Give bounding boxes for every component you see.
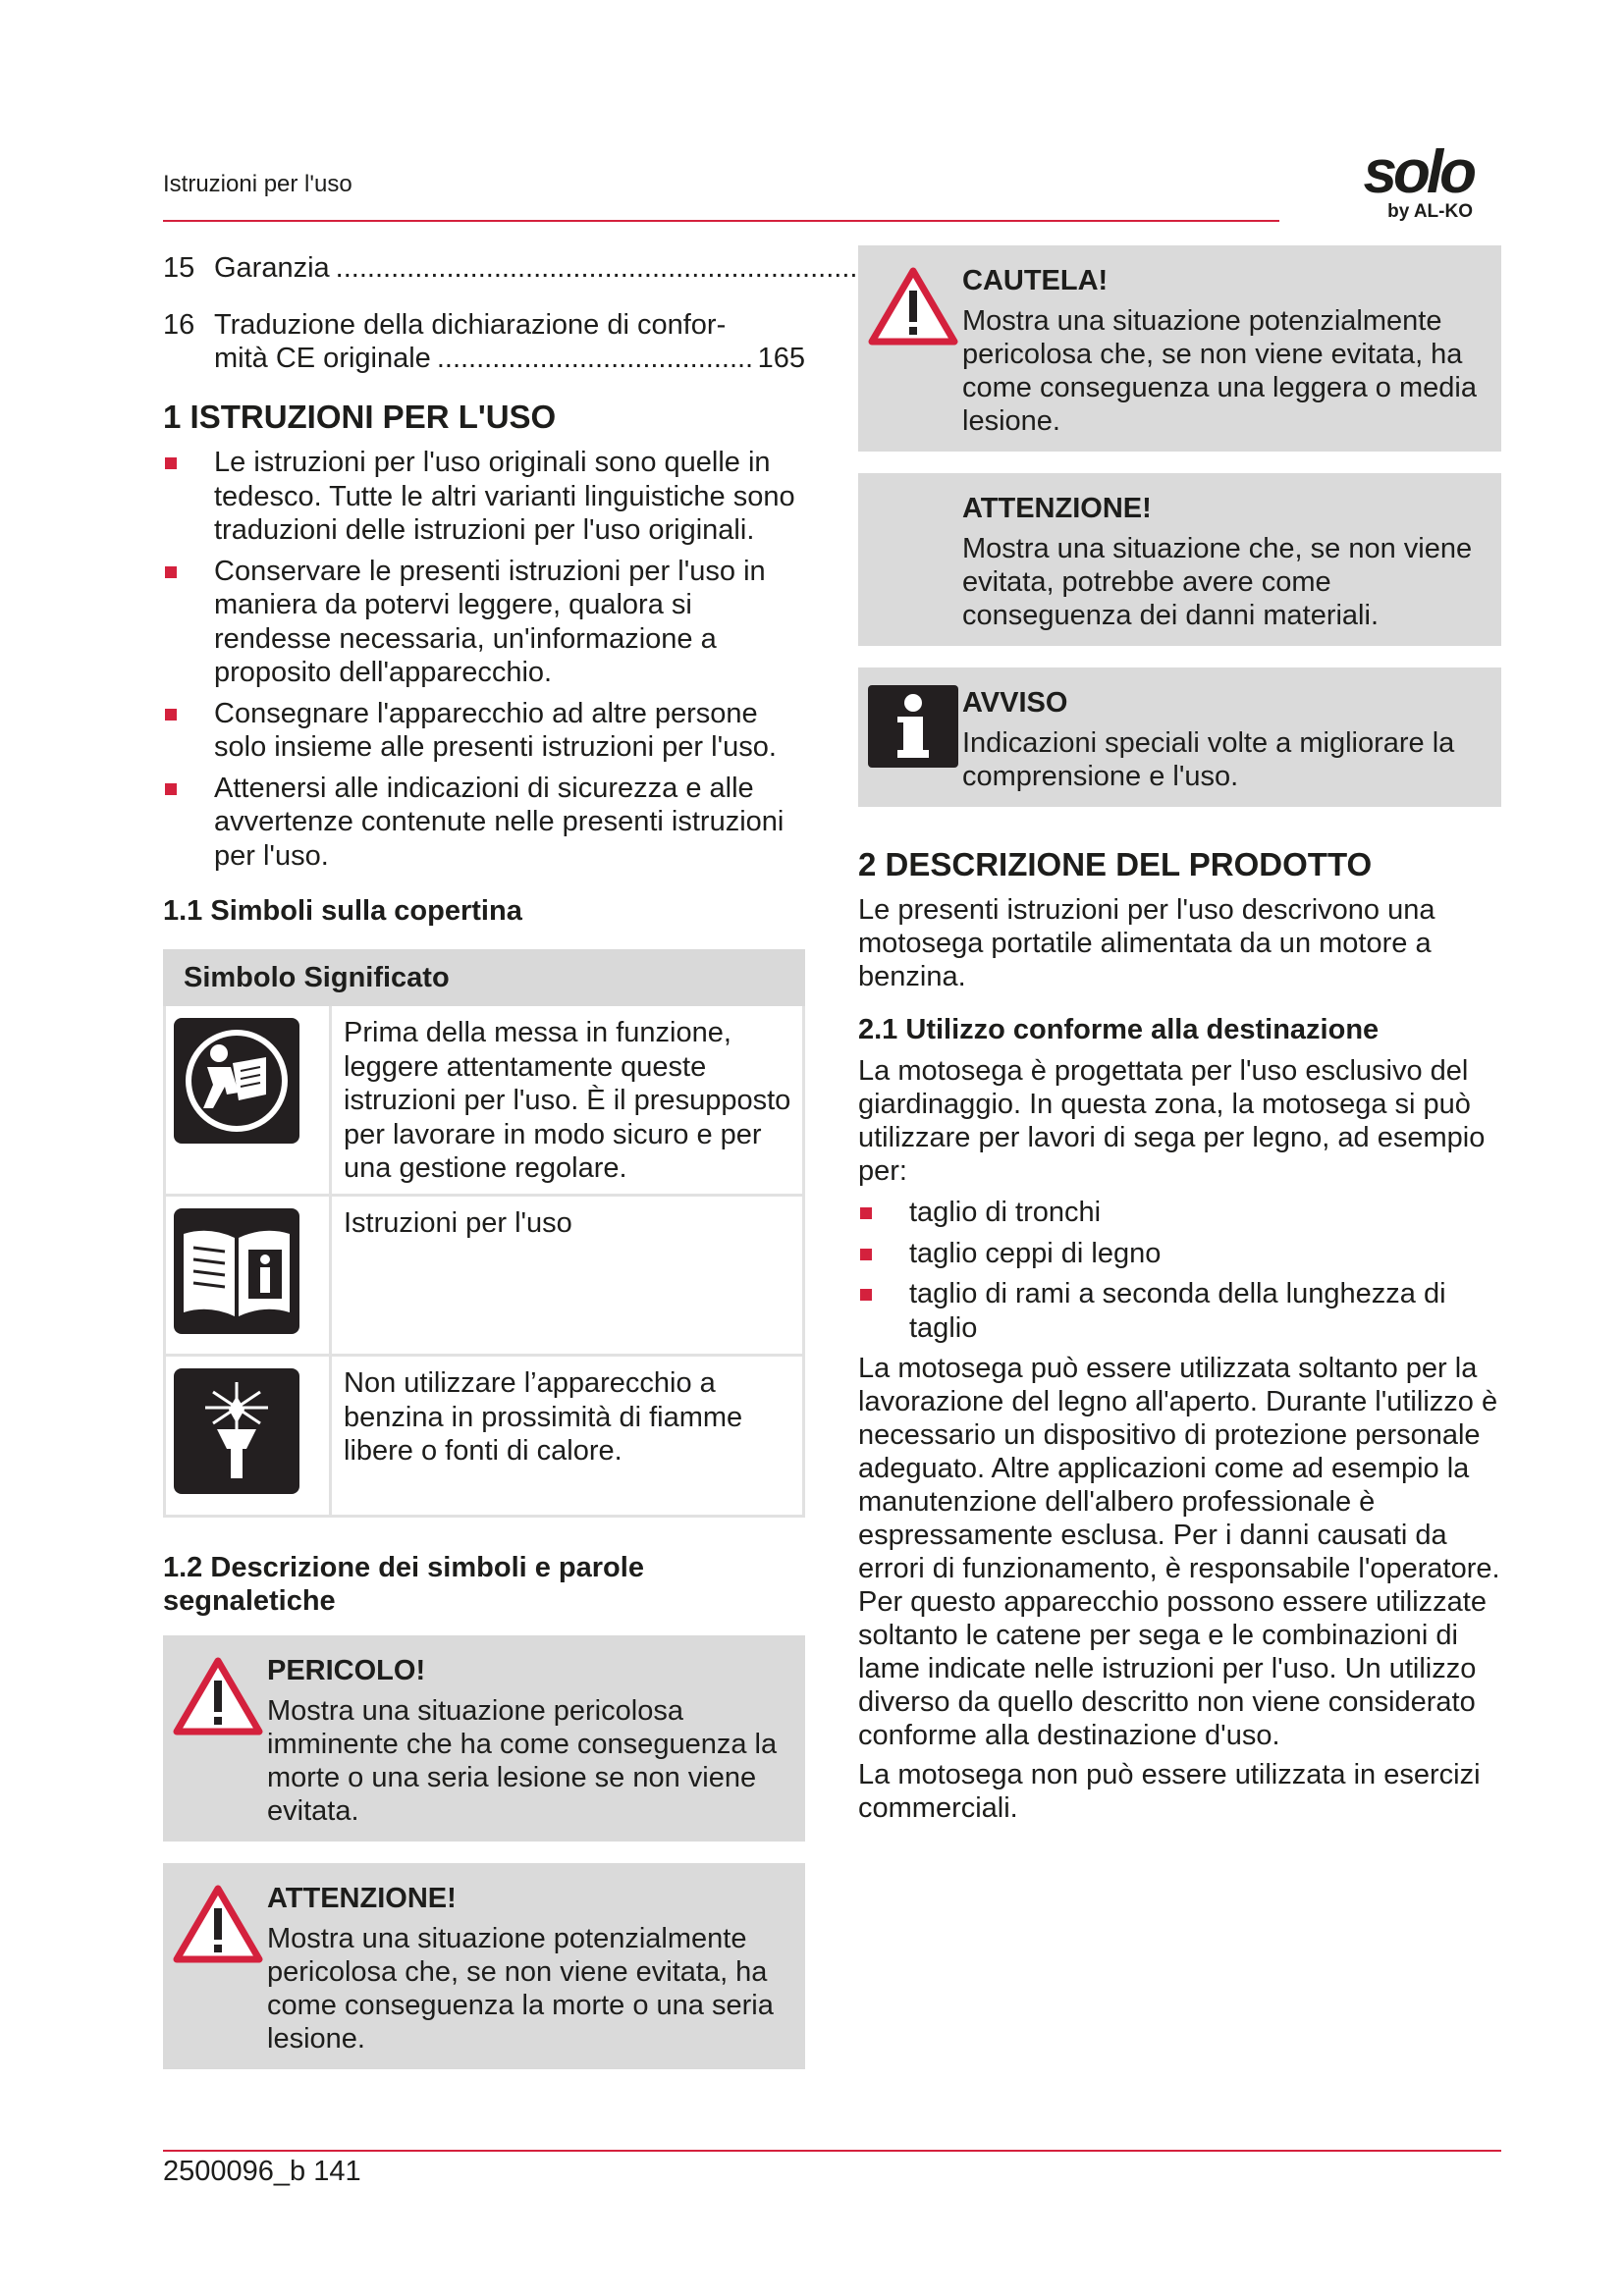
section-2-intro: Le presenti istruzioni per l'uso descrivono una motosega portatile alimentata da un motore a benzina. <box>858 894 1435 992</box>
toc-number: 16 <box>163 309 195 341</box>
symbol-cell <box>165 1005 331 1196</box>
section-2-1-intro: La motosega è progettata per l'uso esclusivo del giardinaggio. In questa zona, la motosega si può utilizzare per lavori di sega per legno, ad esempio per: <box>858 1055 1486 1187</box>
header-divider <box>163 220 1279 222</box>
column-header-meaning: Significato <box>303 961 450 993</box>
column-header-symbol: Simbolo <box>184 961 297 993</box>
footer-doc-page: 2500096_b 141 <box>163 2156 361 2187</box>
section-2-1-paragraph: La motosega può essere utilizzata soltanto per la lavorazione del legno all'aperto. Durante l'utilizzo è necessario un dispositivo di protezione personale adeguato. Altre applicazioni come ad esempio la manutenzione dell'albero professionale è espressamente esclusa. Per i danni causati da errori di funzionamento, è responsabile l'operatore. Per questo apparecchio possono essere utilizzate soltanto le catene per sega e le combinazioni di lame indicate nelle istruzioni per l'uso. Un utilizzo diverso da quello descritto non viene considerato conforme alla destinazione d'uso. <box>858 1353 1500 1751</box>
table-row <box>165 1356 804 1517</box>
signal-description: Indicazioni speciali volte a migliorare la comprensione e l'uso. <box>962 727 1455 792</box>
symbol-cell <box>165 1356 331 1517</box>
symbol-cell <box>165 1195 331 1356</box>
warning-triangle-icon <box>173 1883 263 1965</box>
table-header <box>165 951 804 1005</box>
section-1-2-heading <box>163 1551 805 1618</box>
toc-entry[interactable] <box>163 251 805 285</box>
section-1-heading: 1 ISTRUZIONI PER L'USO <box>163 399 557 435</box>
list-item: Le istruzioni per l'uso originali sono quelle in tedesco. Tutte le altri varianti linguistiche sono traduzioni delle istruzioni per l'uso originali. <box>163 446 805 548</box>
info-icon <box>868 685 958 768</box>
list-item: Consegnare l'apparecchio ad altre persone solo insieme alle presenti istruzioni per l'uso. <box>163 697 805 765</box>
table-row <box>165 1195 804 1356</box>
signal-description: Mostra una situazione potenzialmente pericolosa che, se non viene evitata, ha come conseguenza una leggera o media lesione. <box>962 305 1477 437</box>
signal-word: ATTENZIONE! <box>267 1882 457 1914</box>
toc-entry[interactable] <box>163 308 805 375</box>
signal-box-notice <box>858 473 1501 646</box>
no-open-flame-icon <box>174 1368 299 1494</box>
signal-box-danger <box>163 1635 805 1842</box>
warning-triangle-icon <box>868 265 958 347</box>
meaning-cell: Istruzioni per l'uso <box>331 1195 804 1356</box>
signal-word: CAUTELA! <box>962 265 1109 296</box>
table-of-contents <box>163 251 805 375</box>
table-row <box>165 1005 804 1196</box>
signal-word: ATTENZIONE! <box>962 493 1152 524</box>
signal-box-warning <box>163 1863 805 2069</box>
signal-description: Mostra una situazione potenzialmente pericolosa che, se non viene evitata, ha come conseguenza la morte o una seria lesione. <box>267 1922 774 2055</box>
section-1-list <box>163 446 805 873</box>
signal-word: PERICOLO! <box>267 1654 426 1686</box>
list-item: taglio ceppi di legno <box>858 1237 1501 1271</box>
section-2-1-list <box>858 1196 1501 1345</box>
symbols-table <box>163 949 805 1518</box>
toc-leader <box>437 342 752 375</box>
read-manual-icon <box>174 1018 299 1144</box>
list-item: Attenersi alle indicazioni di sicurezza e alle avvertenze contenute nelle presenti istruzioni per l'uso. <box>163 772 805 874</box>
manual-book-info-icon <box>174 1208 299 1334</box>
header-title: Istruzioni per l'uso <box>163 171 352 197</box>
meaning-cell: Non utilizzare l’apparecchio a benzina in prossimità di fiamme libere o fonti di calore. <box>331 1356 804 1517</box>
left-column <box>163 251 805 2091</box>
list-item: taglio di rami a seconda della lunghezza di taglio <box>858 1277 1501 1345</box>
section-2-1-heading: 2.1 Utilizzo conforme alla destinazione <box>858 1014 1380 1045</box>
section-2-1-paragraph: La motosega non può essere utilizzata in esercizi commerciali. <box>858 1759 1481 1824</box>
list-item: Conservare le presenti istruzioni per l'uso in maniera da potervi leggere, qualora si rendesse necessaria, un'informazione a proposito dell'apparecchio. <box>163 555 805 690</box>
signal-box-caution <box>858 245 1501 452</box>
section-1-2-heading-text: 1.2 Descrizione dei simboli e parole segnaletiche <box>163 1551 644 1617</box>
table-header-row <box>165 951 804 1005</box>
meaning-cell: Prima della messa in funzione, leggere attentamente queste istruzioni per l'uso. È il presupposto per lavorare in modo sicuro e per una gestione regolare. <box>331 1005 804 1196</box>
toc-title: Garanzia <box>214 252 330 284</box>
section-2-heading: 2 DESCRIZIONE DEL PRODOTTO <box>858 846 1373 882</box>
toc-title: Traduzione della dichiarazione di confor- <box>214 309 727 341</box>
logo-wordmark: solo <box>1363 138 1473 206</box>
signal-description: Mostra una situazione pericolosa imminente che ha come conseguenza la morte o una seria lesione se non viene evitata. <box>267 1694 778 1827</box>
list-item: taglio di tronchi <box>858 1196 1501 1230</box>
toc-page: 165 <box>757 343 805 374</box>
right-column <box>858 245 1501 1825</box>
section-1-1-heading: 1.1 Simboli sulla copertina <box>163 895 522 927</box>
signal-word: AVVISO <box>962 687 1068 719</box>
signal-box-info <box>858 667 1501 807</box>
brand-logo <box>1316 138 1473 222</box>
logo-subtitle: by AL-KO <box>1387 201 1473 222</box>
signal-description: Mostra una situazione che, se non viene evitata, potrebbe avere come conseguenza dei danni materiali. <box>962 533 1473 631</box>
toc-title-continued: mità CE originale <box>214 343 431 374</box>
warning-triangle-icon <box>173 1655 263 1737</box>
footer-divider <box>163 2150 1501 2152</box>
toc-number: 15 <box>163 252 195 284</box>
